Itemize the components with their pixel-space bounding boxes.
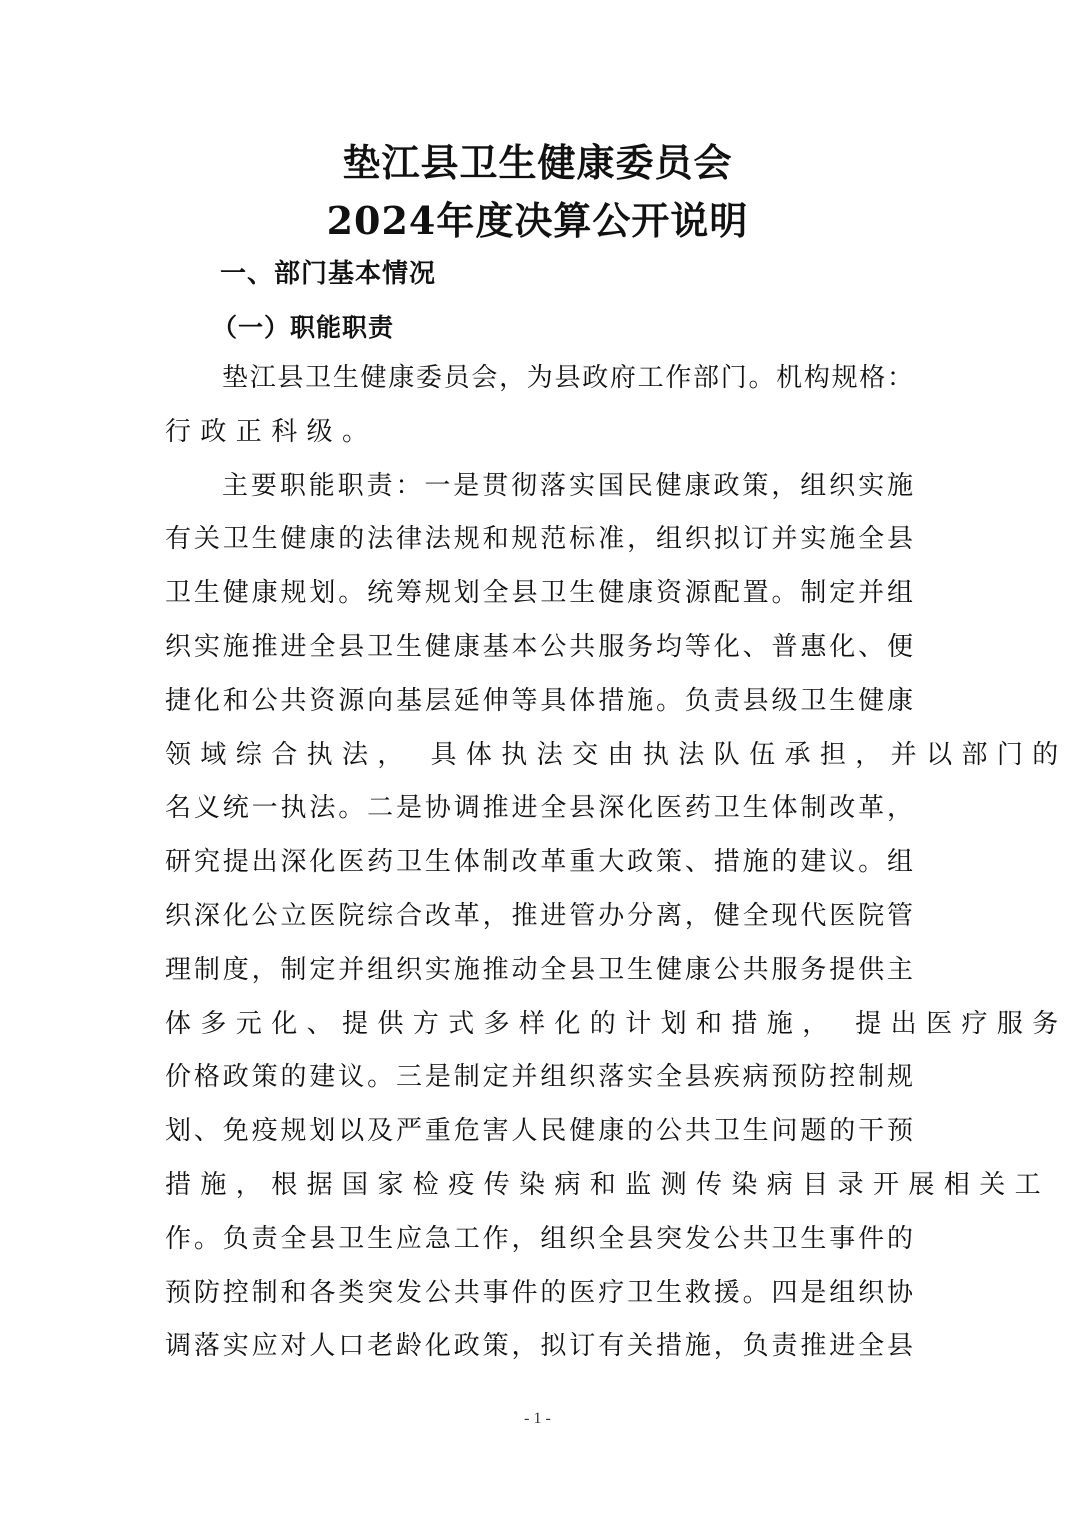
paragraph-line: 理制度，制定并组织实施推动全县卫生健康公共服务提供主 — [165, 954, 913, 985]
paragraph-line: 预防控制和各类突发公共事件的医疗卫生救援。四是组织协 — [165, 1277, 913, 1308]
paragraph-line: 价格政策的建议。三是制定并组织落实全县疾病预防控制规 — [165, 1062, 913, 1093]
document-title-line-2: 2024年度决算公开说明 — [326, 198, 749, 243]
subsection-heading: （一）职能职责 — [212, 313, 395, 342]
paragraph-line: 卫生健康规划。统筹规划全县卫生健康资源配置。制定并组 — [165, 578, 913, 609]
paragraph-line: 主要职能职责：一是贯彻落实国民健康政策，组织实施 — [222, 470, 913, 501]
section-heading: 一、部门基本情况 — [220, 259, 437, 289]
paragraph-line: 有关卫生健康的法律法规和规范标准，组织拟订并实施全县 — [165, 524, 913, 555]
paragraph-line: 织深化公立医院综合改革，推进管办分离，健全现代医院管 — [165, 900, 913, 931]
page-number: - 1 - — [524, 1410, 551, 1427]
paragraph-line: 体多元化、提供方式多样化的计划和措施， 提出医疗服务 — [165, 1008, 1068, 1039]
paragraph-line: 作。负责全县卫生应急工作，组织全县突发公共卫生事件的 — [165, 1223, 913, 1254]
document-title-line-1: 垫江县卫生健康委员会 — [342, 140, 733, 185]
paragraph-line: 领域综合执法， 具体执法交由执法队伍承担，并以部门的 — [165, 739, 1068, 770]
paragraph-line: 行政正科级。 — [165, 416, 378, 447]
paragraph-line: 调落实应对人口老龄化政策，拟订有关措施，负责推进全县 — [165, 1331, 913, 1362]
paragraph-line: 研究提出深化医药卫生体制改革重大政策、措施的建议。组 — [165, 847, 913, 878]
paragraph-line: 捷化和公共资源向基层延伸等具体措施。负责县级卫生健康 — [165, 685, 913, 716]
paragraph-line: 名义统一执法。二是协调推进全县深化医药卫生体制改革， — [165, 793, 913, 824]
paragraph-line: 垫江县卫生健康委员会，为县政府工作部门。机构规格： — [222, 363, 913, 393]
paragraph-line: 划、免疫规划以及严重危害人民健康的公共卫生问题的干预 — [165, 1116, 913, 1147]
paragraph-line: 措施，根据国家检疫传染病和监测传染病目录开展相关工 — [165, 1169, 1051, 1200]
body-text — [165, 358, 1068, 1380]
paragraph-line: 织实施推进全县卫生健康基本公共服务均等化、普惠化、便 — [165, 631, 913, 662]
